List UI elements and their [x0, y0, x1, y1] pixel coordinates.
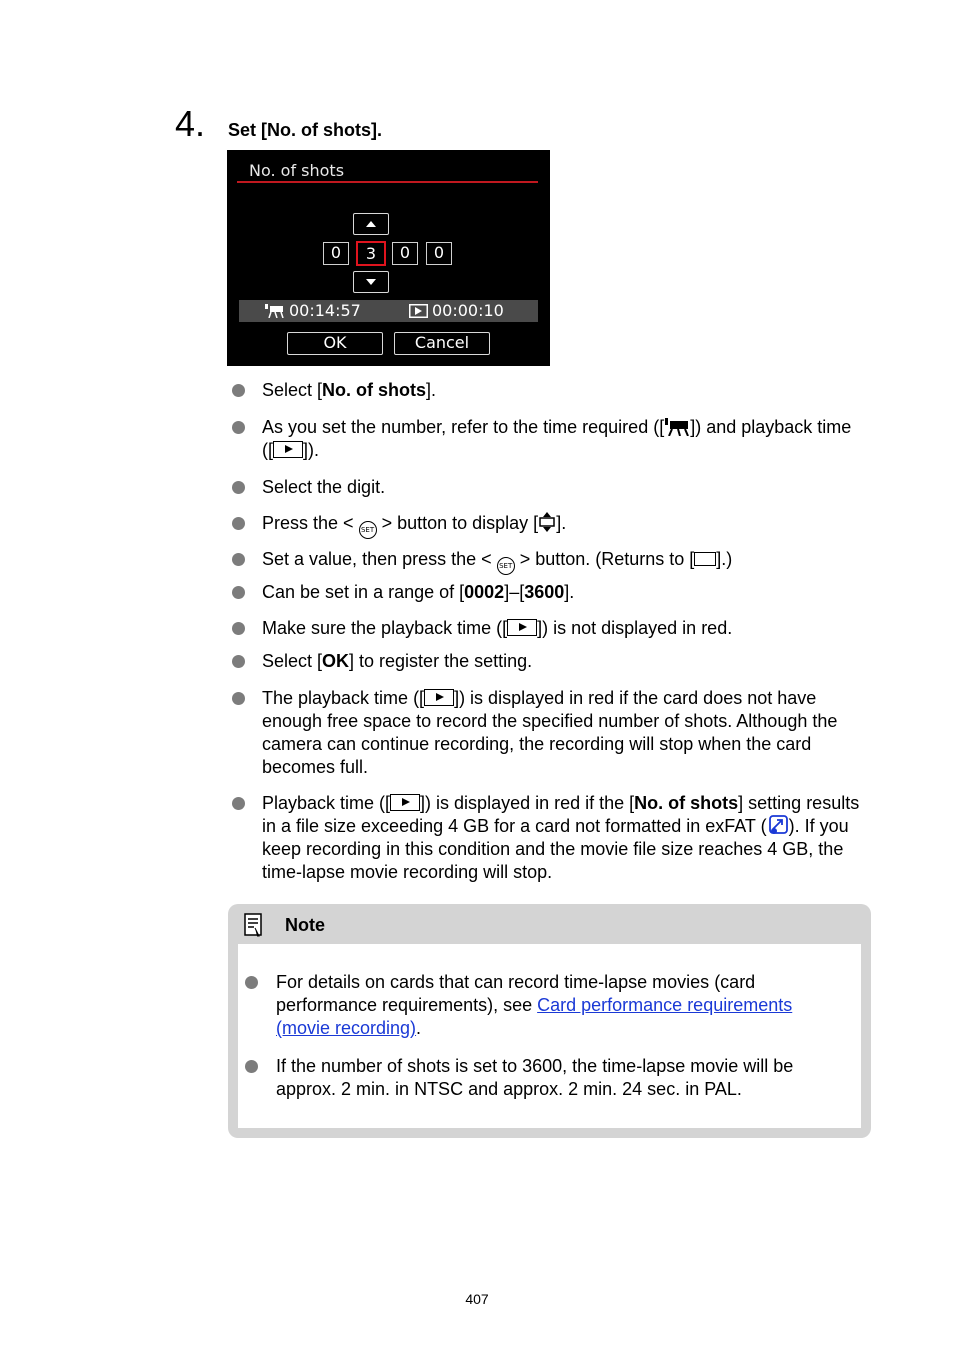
up-down-cursor-icon [538, 512, 556, 532]
bullet-dot [245, 1060, 258, 1073]
text: ]. [426, 380, 437, 400]
list-item [262, 379, 862, 402]
list-item [262, 512, 862, 539]
digit-ones[interactable]: 0 [426, 242, 452, 265]
decrement-button[interactable] [353, 271, 389, 293]
text: Make sure the playback time ([ [262, 618, 508, 638]
bullet-dot [232, 655, 245, 668]
set-button-icon: SET [497, 557, 515, 575]
text-bold: 0002 [464, 582, 505, 602]
text: Set a value, then press the < [262, 549, 492, 569]
increment-button[interactable] [353, 213, 389, 235]
text-bold: OK [322, 651, 350, 671]
bullet-dot [232, 692, 245, 705]
page-link-icon[interactable] [767, 815, 789, 835]
text: Press the < [262, 513, 354, 533]
text: ].) [716, 549, 733, 569]
note-icon [244, 913, 264, 937]
card-performance-link[interactable]: Card performance requirements (movie recording) [276, 995, 793, 1038]
playback-time-value: 00:00:10 [432, 301, 504, 320]
text-bold: No. of shots [322, 380, 427, 400]
list-item [262, 792, 862, 884]
time-info-bar [239, 300, 538, 322]
text: For details on cards that can record time-lapse movies (card performance requirements), see [276, 972, 756, 1015]
text: Select [ [262, 380, 323, 400]
bullet-dot [232, 622, 245, 635]
bullet-dot [232, 553, 245, 566]
time-required-value: 00:14:57 [289, 301, 361, 320]
playback-time [409, 301, 504, 320]
text: ]). [303, 440, 319, 460]
list-item [262, 617, 862, 640]
playback-icon [390, 794, 420, 811]
text: > button to display [ [381, 513, 539, 533]
text: The playback time ([ [262, 688, 425, 708]
text: ] setting results in a file size exceeding 4 GB for a card not formatted in exFAT ( [262, 793, 860, 836]
note-heading: Note [285, 915, 325, 935]
note-list-item [276, 1055, 846, 1101]
bullet-dot [232, 421, 245, 434]
text: ]) is displayed in red if the [ [420, 793, 635, 813]
text: > button. (Returns to [ [519, 549, 695, 569]
list-item [262, 476, 862, 499]
playback-icon [273, 441, 303, 458]
text: ] to register the setting. [349, 651, 533, 671]
digit-tens[interactable]: 0 [392, 242, 418, 265]
camera-screen [227, 150, 550, 366]
text: Playback time ([ [262, 793, 391, 813]
time-required [265, 301, 361, 320]
text: Select [ [262, 651, 323, 671]
arrow-down-icon [366, 279, 376, 285]
frame-icon [694, 552, 716, 566]
playback-icon [409, 304, 428, 318]
text: If the number of shots is set to 3600, the time-lapse movie will be approx. 2 min. in NTSC and approx. 2 min. 24 sec. in PAL. [276, 1056, 794, 1099]
screen-title-rule [237, 181, 538, 183]
bullet-dot [232, 481, 245, 494]
text: ]) is not displayed in red. [537, 618, 733, 638]
text: As you set the number, refer to the time required ([ [262, 417, 665, 437]
text: . [416, 1018, 422, 1038]
step-number: 4. [175, 103, 206, 144]
ok-button[interactable]: OK [287, 332, 383, 355]
digit-thousands[interactable]: 0 [323, 242, 349, 265]
text: ]–[ [504, 582, 525, 602]
bullet-dot [232, 517, 245, 530]
bullet-dot [232, 384, 245, 397]
playback-icon [424, 689, 454, 706]
text: ]) is displayed in red if the card does not have enough free space to record the specified number of shots. Although the camera can continue recording, the recording will stop when the card becomes full. [262, 688, 838, 777]
text: ]. [556, 513, 567, 533]
arrow-up-icon [366, 221, 376, 227]
list-item [262, 416, 862, 462]
note-list-item [276, 971, 846, 1040]
list-item [262, 687, 862, 779]
screen-title: No. of shots [249, 161, 345, 180]
list-item [262, 548, 862, 575]
movie-camera-icon [664, 418, 690, 436]
text-bold: No. of shots [634, 793, 739, 813]
bullet-dot [232, 586, 245, 599]
step-title: Set [No. of shots]. [228, 120, 382, 140]
set-button-icon: SET [359, 521, 377, 539]
cancel-button[interactable]: Cancel [394, 332, 490, 355]
list-item [262, 650, 862, 673]
text: Can be set in a range of [ [262, 582, 465, 602]
text: Select the digit. [262, 477, 386, 497]
text: ]) and playback time ([ [262, 417, 852, 460]
digit-hundreds-selected[interactable]: 3 [356, 241, 386, 266]
playback-icon [507, 619, 537, 636]
text: ). If you keep recording in this condition and the movie file size reaches 4 GB, the time-lapse movie recording will stop. [262, 816, 849, 882]
text: ]. [564, 582, 575, 602]
bullet-dot [245, 976, 258, 989]
text-bold: 3600 [524, 582, 565, 602]
list-item [262, 581, 862, 604]
movie-camera-icon [265, 304, 285, 318]
page-number: 407 [465, 1291, 489, 1307]
bullet-dot [232, 797, 245, 810]
